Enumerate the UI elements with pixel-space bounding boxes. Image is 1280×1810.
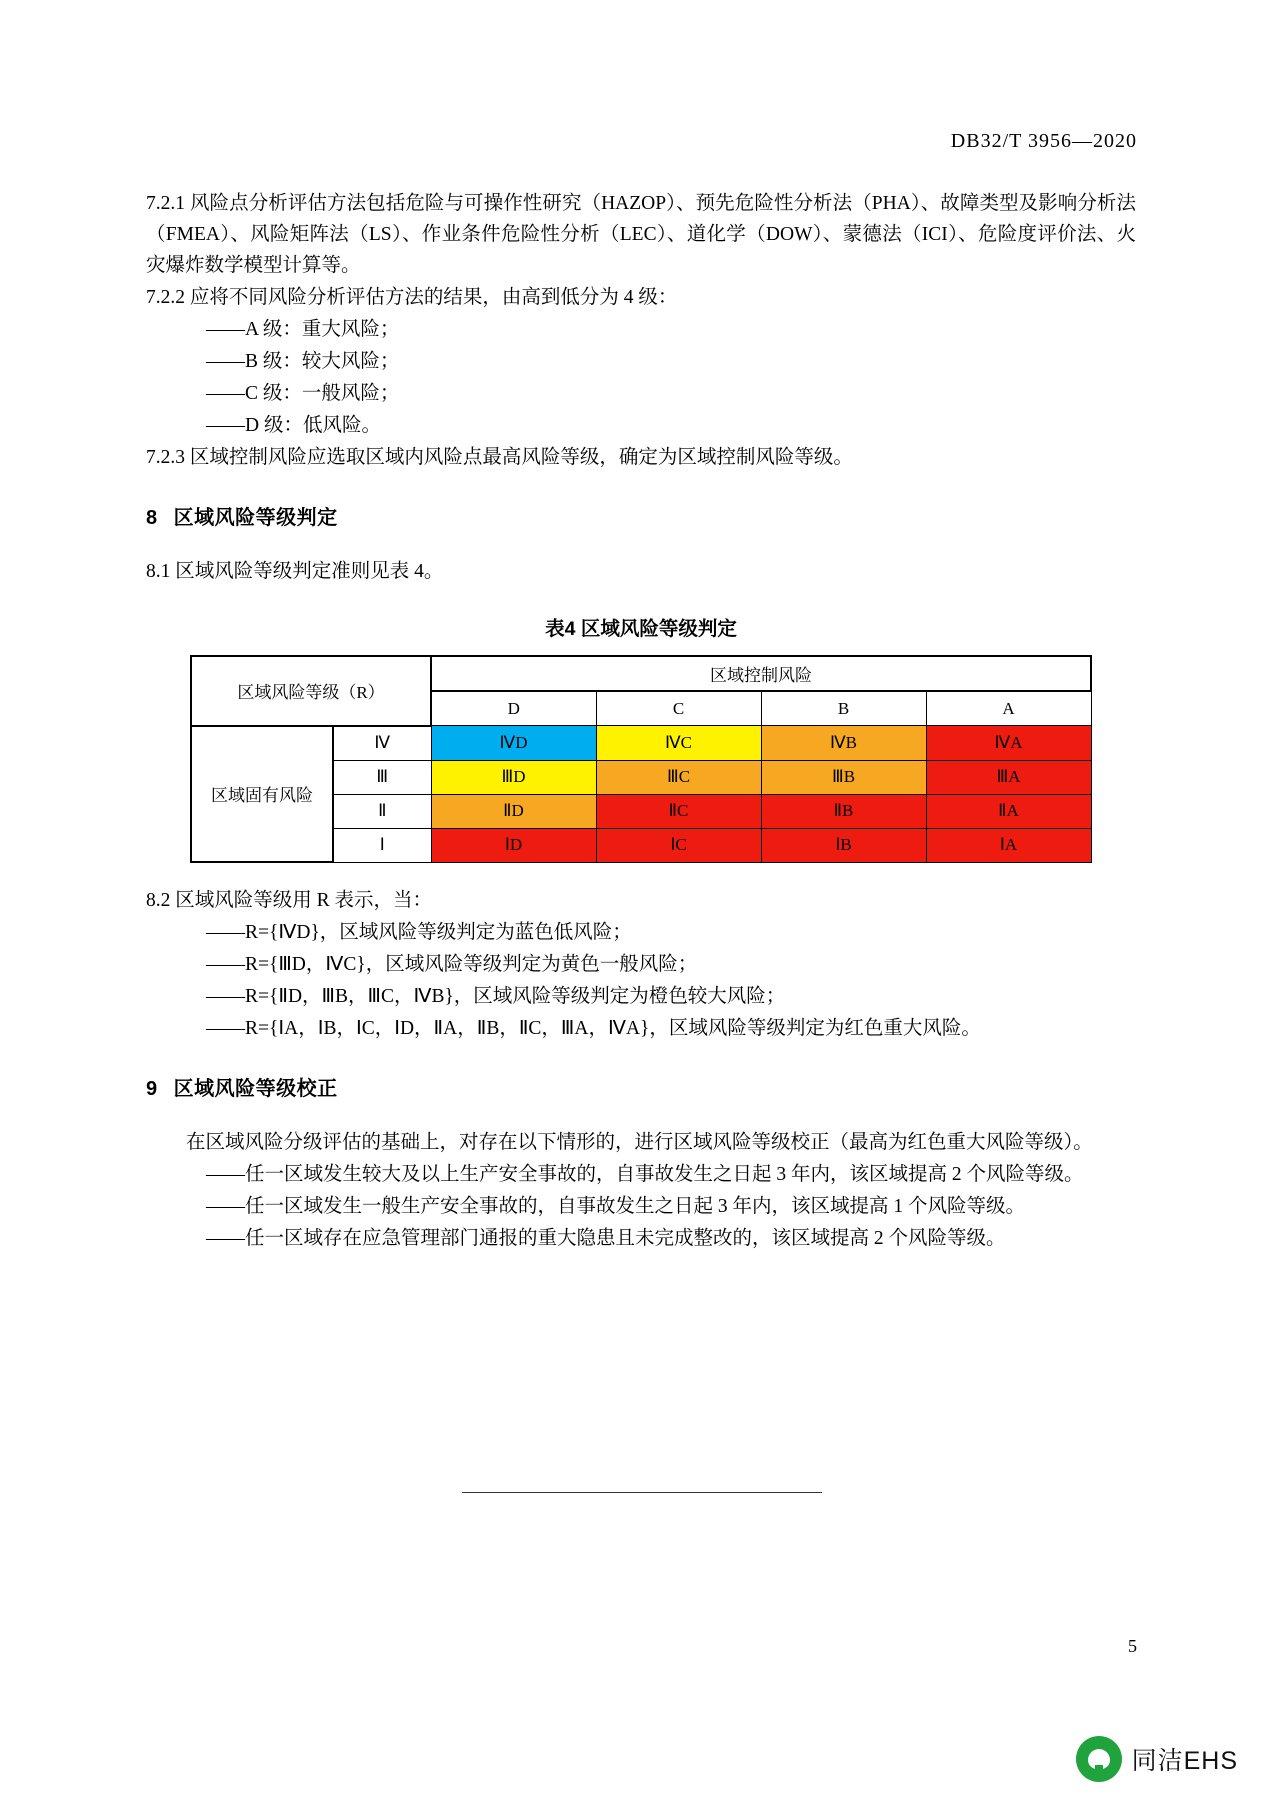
table-cell-1a: ⅠA: [926, 828, 1091, 862]
table-4-area-risk-grading: [190, 655, 1092, 863]
list-item-r-yellow: ——R={ⅢD，ⅣC}，区域风险等级判定为黄色一般风险；: [206, 954, 698, 975]
table-header-control-risk: 区域控制风险: [431, 656, 1091, 691]
list-item-correction-1: ——任一区域发生较大及以上生产安全事故的，自事故发生之日起 3 年内，该区域提高 2 个风险等级。: [206, 1164, 1084, 1185]
table-row-level-1: Ⅰ: [333, 828, 431, 862]
table-cell-3c: ⅢC: [596, 760, 761, 794]
table-row-level-4: Ⅳ: [333, 726, 431, 761]
list-item-level-a: ——A 级：重大风险；: [206, 319, 400, 340]
section-heading-8: [146, 501, 1136, 530]
table-cell-1c: ⅠC: [596, 828, 761, 862]
paragraph-7-2-1: 7.2.1 风险点分析评估方法包括危险与可操作性研究（HAZOP）、预先危险性分析法（PHA）、故障类型及影响分析法（FMEA）、风险矩阵法（LS）、作业条件危险性分析（LEC）、道化学（DOW）、蒙德法（ICI）、危险度评价法、火灾爆炸数学模型计算等。: [146, 193, 1136, 276]
table-cell-1b: ⅠB: [761, 828, 926, 862]
table-row-level-2: Ⅱ: [333, 794, 431, 828]
table-cell-2a: ⅡA: [926, 794, 1091, 828]
watermark: [1076, 1736, 1238, 1782]
table-row-level-3: Ⅲ: [333, 760, 431, 794]
table-corner-label: 区域风险等级（R）: [191, 656, 431, 726]
table-cell-4d: ⅣD: [431, 726, 596, 761]
table-col-header-c: C: [596, 691, 761, 726]
list-item-r-blue: ——R={ⅣD}，区域风险等级判定为蓝色低风险；: [206, 922, 632, 943]
table-cell-3b: ⅢB: [761, 760, 926, 794]
table-col-header-b: B: [761, 691, 926, 726]
table-4-caption: 表4 区域风险等级判定: [545, 618, 737, 640]
paragraph-7-2-3: 7.2.3 区域控制风险应选取区域内风险点最高风险等级，确定为区域控制风险等级。: [146, 447, 853, 468]
table-cell-4a: ⅣA: [926, 726, 1091, 761]
table-cell-2d: ⅡD: [431, 794, 596, 828]
section-8-number: 8: [146, 507, 158, 529]
section-8-title: 区域风险等级判定: [173, 507, 338, 529]
footer-divider-rule: [462, 1492, 822, 1493]
page-number: 5: [1128, 1636, 1137, 1656]
section-heading-9: [146, 1072, 1136, 1101]
table-cell-4c: ⅣC: [596, 726, 761, 761]
list-item-level-b: ——B 级：较大风险；: [206, 351, 400, 372]
section-9-number: 9: [146, 1078, 158, 1100]
table-cell-1d: ⅠD: [431, 828, 596, 862]
table-row-group-label: 区域固有风险: [191, 726, 333, 863]
list-item-correction-2: ——任一区域发生一般生产安全事故的，自事故发生之日起 3 年内，该区域提高 1 个风险等级。: [206, 1196, 1026, 1217]
table-row-header-top: [191, 656, 1091, 691]
list-item-correction-3: ——任一区域存在应急管理部门通报的重大隐患且未完成整改的，该区域提高 2 个风险等级。: [206, 1228, 1006, 1249]
section-9-title: 区域风险等级校正: [173, 1078, 338, 1100]
table-cell-4b: ⅣB: [761, 726, 926, 761]
watermark-label: 同洁EHS: [1131, 1747, 1238, 1775]
paragraph-7-2-2: 7.2.2 应将不同风险分析评估方法的结果，由高到低分为 4 级：: [146, 287, 678, 308]
list-item-level-c: ——C 级：一般风险；: [206, 383, 400, 404]
list-item-r-orange: ——R={ⅡD，ⅢB，ⅢC，ⅣB}，区域风险等级判定为橙色较大风险；: [206, 986, 786, 1007]
page-header-standard-code: DB32/T 3956—2020: [950, 130, 1137, 152]
table-cell-3a: ⅢA: [926, 760, 1091, 794]
table-col-header-d: D: [431, 691, 596, 726]
paragraph-9-intro: 在区域风险分级评估的基础上，对存在以下情形的，进行区域风险等级校正（最高为红色重大风险等级）。: [186, 1132, 1093, 1153]
paragraph-8-2: 8.2 区域风险等级用 R 表示，当：: [146, 890, 433, 911]
table-cell-2b: ⅡB: [761, 794, 926, 828]
table-row: [191, 726, 1091, 761]
paragraph-8-1: 8.1 区域风险等级判定准则见表 4。: [146, 561, 444, 582]
table-col-header-a: A: [926, 691, 1091, 726]
table-cell-3d: ⅢD: [431, 760, 596, 794]
watermark-logo-icon: [1076, 1736, 1122, 1782]
list-item-level-d: ——D 级：低风险。: [206, 415, 381, 436]
list-item-r-red: ——R={ⅠA，ⅠB，ⅠC，ⅠD，ⅡA，ⅡB，ⅡC，ⅢA，ⅣA}，区域风险等级判定为红色重大风险。: [206, 1018, 981, 1039]
table-cell-2c: ⅡC: [596, 794, 761, 828]
document-body: [146, 188, 1136, 1255]
